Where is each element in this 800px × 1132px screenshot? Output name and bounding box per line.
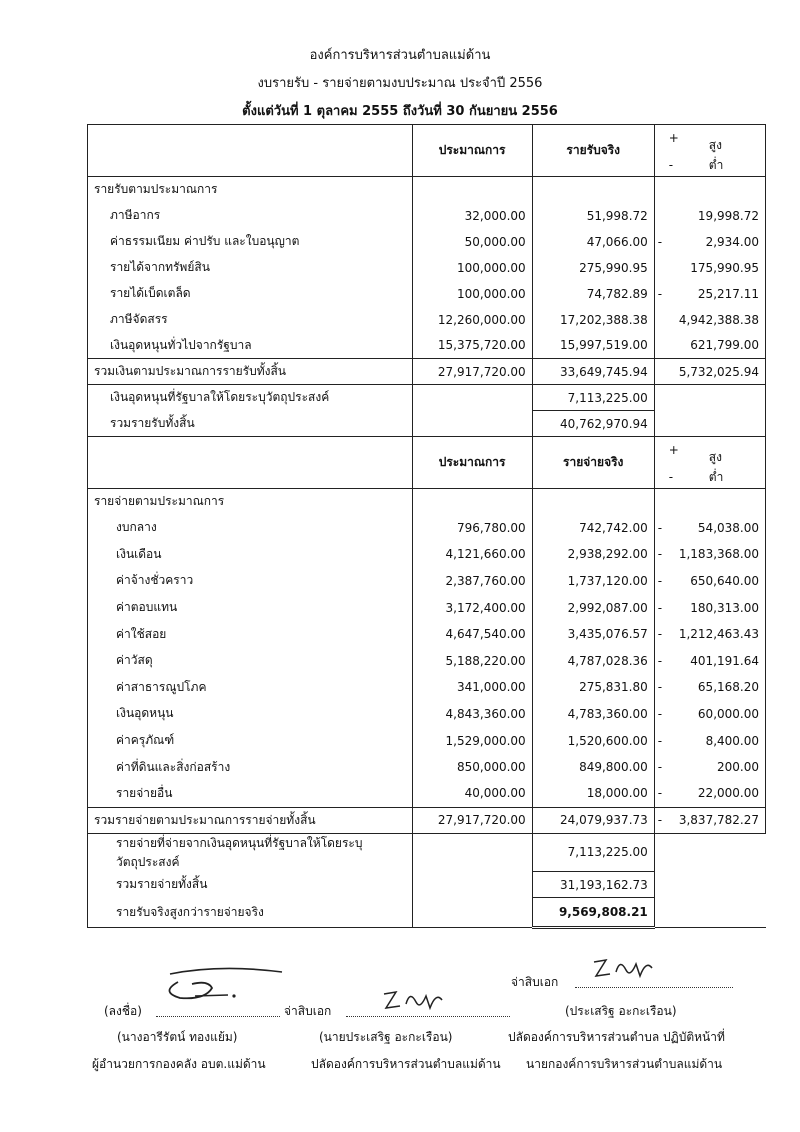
expense-row: ค่าวัสดุ 5,188,220.00 4,787,028.36 - 401,191.64 [88, 647, 766, 674]
expense-grand-total-row: รวมรายจ่ายทั้งสิ้น 31,193,162.73 [88, 872, 766, 898]
signature-mid-name: (นายประเสริฐ อะกะเรือน) [319, 1030, 453, 1044]
expense-header-row [88, 437, 766, 489]
report-period: ตั้งแต่วันที่ 1 ตุลาคม 2555 ถึงวันที่ 30 กันยายน 2556 [242, 104, 558, 119]
signature-mid-image [380, 986, 460, 1016]
expense-row: ค่าตอบแทน 3,172,400.00 2,992,087.00 - 180,313.00 [88, 594, 766, 621]
signature-right-image [590, 954, 670, 984]
expense-col-difference: + สูง - ต่ำ [668, 442, 724, 484]
income-row: ค่าธรรมเนียม ค่าปรับ และใบอนุญาต 50,000.00 47,066.00 - 2,934.00 [88, 229, 766, 255]
income-header-row [88, 125, 766, 177]
expense-row: ค่าใช้สอย 4,647,540.00 3,435,076.57 - 1,212,463.43 [88, 621, 766, 648]
income-row: เงินอุดหนุนทั่วไปจากรัฐบาล 15,375,720.00 15,997,519.00 621,799.00 [88, 333, 766, 359]
signature-left-name: (นางอารีรัตน์ ทองแย้ม) [117, 1030, 238, 1044]
expense-section-row [88, 489, 766, 515]
income-col-actual: รายรับจริง [566, 143, 621, 157]
expense-row: เงินอุดหนุน 4,843,360.00 4,783,360.00 - 60,000.00 [88, 701, 766, 728]
signature-left-prefix: (ลงชื่อ) [104, 1004, 142, 1018]
org-title: องค์การบริหารส่วนตำบลแม่ด้าน [309, 48, 491, 63]
surplus-row: รายรับจริงสูงกว่ารายจ่ายจริง 9,569,808.21 [88, 898, 766, 928]
financial-table [87, 124, 766, 929]
signature-mid-prefix: จ่าสิบเอก [284, 1004, 332, 1018]
expense-row: ค่าสาธารณูปโภค 341,000.00 275,831.80 - 65,168.20 [88, 674, 766, 701]
expense-col-actual: รายจ่ายจริง [563, 455, 624, 469]
expense-row: ค่าครุภัณฑ์ 1,529,000.00 1,520,600.00 - 8,400.00 [88, 727, 766, 754]
income-row: รายได้จากทรัพย์สิน 100,000.00 275,990.95 175,990.95 [88, 255, 766, 281]
expense-row: ค่าจ้างชั่วคราว 2,387,760.00 1,737,120.00 - 650,640.00 [88, 568, 766, 595]
income-grand-total-row: รวมรายรับทั้งสิ้น 40,762,970.94 [88, 411, 766, 437]
signature-mid-line [346, 1016, 510, 1017]
expense-subsidy-row: รายจ่ายที่จ่ายจากเงินอุดหนุนที่รัฐบาลให้โดยระบุวัตถุประสงค์ 7,113,225.00 [88, 833, 766, 872]
income-section-row [88, 177, 766, 203]
income-subsidy-row: เงินอุดหนุนที่รัฐบาลให้โดยระบุวัตถุประสงค์ 7,113,225.00 [88, 385, 766, 411]
income-row: ภาษีอากร 32,000.00 51,998.72 19,998.72 [88, 203, 766, 229]
signature-right-position-1: ปลัดองค์การบริหารส่วนตำบล ปฏิบัติหน้าที่ [508, 1030, 725, 1044]
income-row: ภาษีจัดสรร 12,260,000.00 17,202,388.38 4,942,388.38 [88, 307, 766, 333]
signature-right-line [575, 987, 733, 988]
expense-total-row: รวมรายจ่ายตามประมาณการรายจ่ายทั้งสิ้น 27,917,720.00 24,079,937.73 - 3,837,782.27 [88, 807, 766, 833]
expense-row: งบกลาง 796,780.00 742,742.00 - 54,038.00 [88, 515, 766, 542]
expense-row: เงินเดือน 4,121,660.00 2,938,292.00 - 1,183,368.00 [88, 541, 766, 568]
income-col-estimate: ประมาณการ [438, 143, 506, 157]
expense-row: รายจ่ายอื่น 40,000.00 18,000.00 - 22,000.00 [88, 780, 766, 807]
signature-left-image [150, 962, 290, 1007]
expense-col-estimate: ประมาณการ [438, 455, 506, 469]
income-total-row: รวมเงินตามประมาณการรายรับทั้งสิ้น 27,917,720.00 33,649,745.94 5,732,025.94 [88, 359, 766, 385]
signature-mid-position: ปลัดองค์การบริหารส่วนตำบลแม่ด้าน [311, 1057, 501, 1071]
signature-left-line [156, 1016, 280, 1017]
income-section-label: รายรับตามประมาณการ [88, 177, 413, 203]
report-title: งบรายรับ - รายจ่ายตามงบประมาณ ประจำปี 2556 [257, 76, 543, 91]
signature-right-position-2: นายกองค์การบริหารส่วนตำบลแม่ด้าน [526, 1057, 723, 1071]
signature-right-prefix: จ่าสิบเอก [511, 975, 559, 989]
expense-section-label: รายจ่ายตามประมาณการ [88, 489, 413, 515]
income-col-difference: + สูง - ต่ำ [668, 130, 724, 172]
signature-right-name: (ประเสริฐ อะกะเรือน) [565, 1004, 677, 1018]
expense-row: ค่าที่ดินและสิ่งก่อสร้าง 850,000.00 849,800.00 - 200.00 [88, 754, 766, 781]
signature-left-position: ผู้อำนวยการกองคลัง อบต.แม่ด้าน [92, 1057, 266, 1071]
income-row: รายได้เบ็ดเตล็ด 100,000.00 74,782.89 - 25,217.11 [88, 281, 766, 307]
